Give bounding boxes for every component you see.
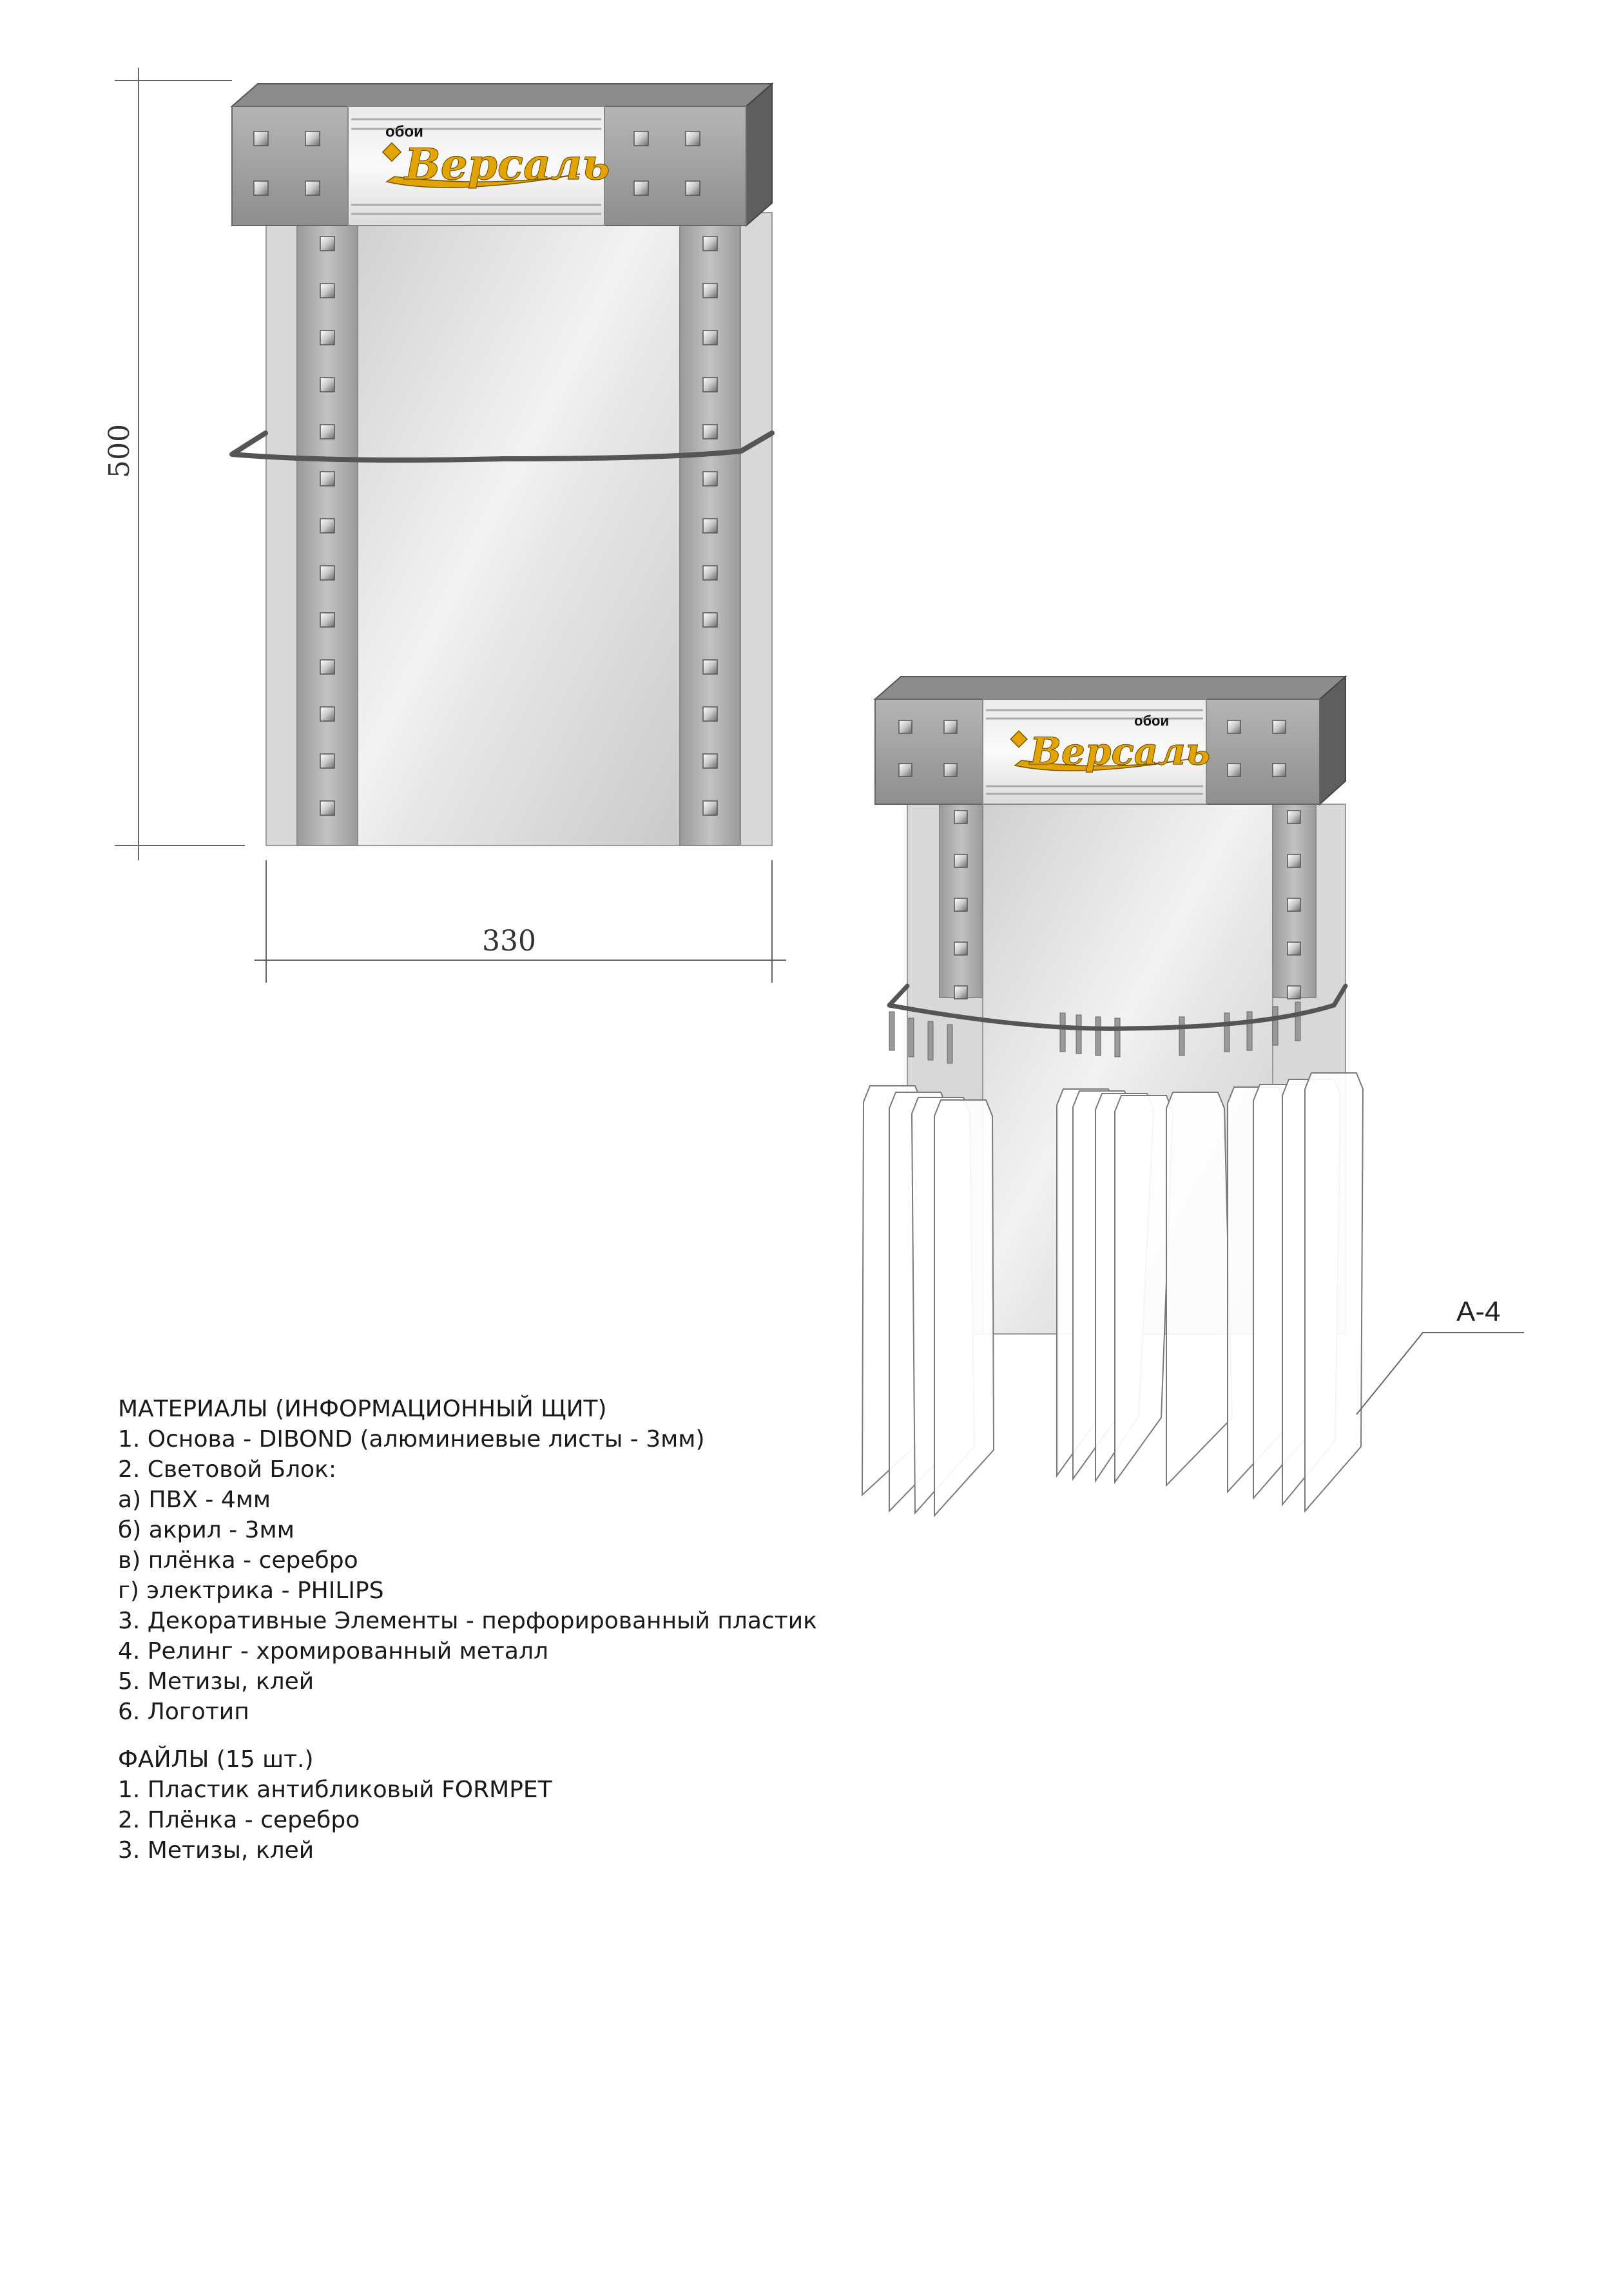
persp-light-box-top [875, 677, 1346, 699]
rivet [320, 519, 334, 533]
rivet [954, 854, 967, 867]
callout-label: А-4 [1456, 1296, 1501, 1327]
materials-item: 1. Основа - DIBOND (алюминиевые листы - 3мм) [118, 1426, 705, 1452]
persp-logo-prefix: обои [1134, 713, 1169, 729]
rivet [703, 425, 717, 439]
file-hanger [947, 1025, 952, 1063]
rivet [703, 472, 717, 486]
files-item: 1. Пластик антибликовый FORMPET [118, 1777, 552, 1803]
rivet [703, 566, 717, 580]
rivet [634, 181, 648, 195]
rivet [686, 181, 700, 195]
materials-item: 2. Световой Блок: [118, 1456, 336, 1483]
materials-item: б) акрил - 3мм [118, 1517, 294, 1543]
rivet [320, 754, 334, 768]
file-sheet [1115, 1095, 1173, 1482]
light-box-top [232, 84, 772, 106]
materials-item: 5. Метизы, клей [118, 1668, 314, 1695]
persp-logo-name: Версаль [1030, 729, 1211, 773]
rivet [1273, 764, 1286, 777]
rivet [320, 707, 334, 721]
callout-leader-line [1356, 1333, 1524, 1414]
rivet [703, 236, 717, 251]
rivet [954, 942, 967, 955]
rivet [703, 613, 717, 627]
materials-item: 6. Логотип [118, 1699, 249, 1725]
file-sheet [934, 1100, 994, 1516]
rivet [1288, 942, 1300, 955]
persp-light-box [875, 677, 1346, 804]
rivet [944, 720, 957, 733]
rivet [320, 566, 334, 580]
rivet [703, 801, 717, 815]
materials-item: в) плёнка - серебро [118, 1547, 358, 1574]
rivet [320, 660, 334, 674]
files-item: 3. Метизы, клей [118, 1837, 314, 1864]
logo-name: Версаль [405, 139, 610, 189]
rivet [1288, 898, 1300, 911]
file-sheet [1305, 1073, 1363, 1511]
rivet [703, 331, 717, 345]
rivet [1273, 720, 1286, 733]
rivet [899, 720, 912, 733]
mirror-panel [358, 213, 680, 845]
rivet [703, 660, 717, 674]
front-view-drawing [103, 68, 786, 983]
width-dimension [255, 860, 786, 983]
persp-light-box-side [1320, 677, 1346, 804]
rivet [703, 519, 717, 533]
logo-prefix: обои [385, 123, 423, 140]
rivet [320, 331, 334, 345]
rivet [320, 425, 334, 439]
light-box-side [746, 84, 772, 226]
file-hanger [889, 1012, 894, 1050]
rivet [305, 131, 320, 146]
rivet [320, 801, 334, 815]
file-hanger [928, 1021, 933, 1060]
rivet [1288, 854, 1300, 867]
height-dimension-label: 500 [103, 424, 136, 478]
rivet [254, 131, 268, 146]
rivet [254, 181, 268, 195]
files-list [118, 1744, 552, 1866]
rivet [1288, 811, 1300, 824]
materials-item: 4. Релинг - хромированный металл [118, 1638, 548, 1664]
rivet [899, 764, 912, 777]
file-hanger [1247, 1012, 1252, 1050]
file-hanger [1273, 1007, 1278, 1045]
a4-callout [1356, 1296, 1524, 1414]
rivet [320, 378, 334, 392]
rivet [686, 131, 700, 146]
rivet [320, 284, 334, 298]
rivet [954, 986, 967, 999]
light-box [232, 84, 772, 226]
file-hanger [1115, 1018, 1120, 1057]
file-sheet [1166, 1092, 1232, 1485]
width-dimension-label: 330 [482, 925, 536, 958]
file-hanger [1076, 1015, 1081, 1054]
file-hanger [1295, 1002, 1300, 1041]
materials-list [118, 1394, 817, 1727]
files-item: 2. Плёнка - серебро [118, 1807, 360, 1833]
rivet [320, 236, 334, 251]
rivet [703, 284, 717, 298]
materials-item: г) электрика - PHILIPS [118, 1577, 384, 1604]
rivet [944, 764, 957, 777]
perspective-view-drawing [862, 677, 1524, 1516]
rivet [305, 181, 320, 195]
file-hanger [1095, 1017, 1101, 1056]
file-hanger [1179, 1017, 1184, 1056]
rivet [703, 707, 717, 721]
rivet [703, 754, 717, 768]
materials-item: 3. Декоративные Элементы - перфорированный пластик [118, 1608, 817, 1634]
materials-item: а) ПВХ - 4мм [118, 1487, 271, 1513]
rivet [634, 131, 648, 146]
rivet [320, 472, 334, 486]
rivet [320, 613, 334, 627]
rivet [954, 811, 967, 824]
rivet [954, 898, 967, 911]
file-hanger [1224, 1013, 1230, 1052]
rivet [1288, 986, 1300, 999]
files-heading: ФАЙЛЫ (15 шт.) [118, 1746, 314, 1773]
rivet [703, 378, 717, 392]
rivet [1228, 720, 1240, 733]
file-hanger [909, 1018, 914, 1057]
file-hanger [1060, 1013, 1065, 1052]
materials-heading: МАТЕРИАЛЫ (ИНФОРМАЦИОННЫЙ ЩИТ) [118, 1396, 607, 1422]
rivet [1228, 764, 1240, 777]
